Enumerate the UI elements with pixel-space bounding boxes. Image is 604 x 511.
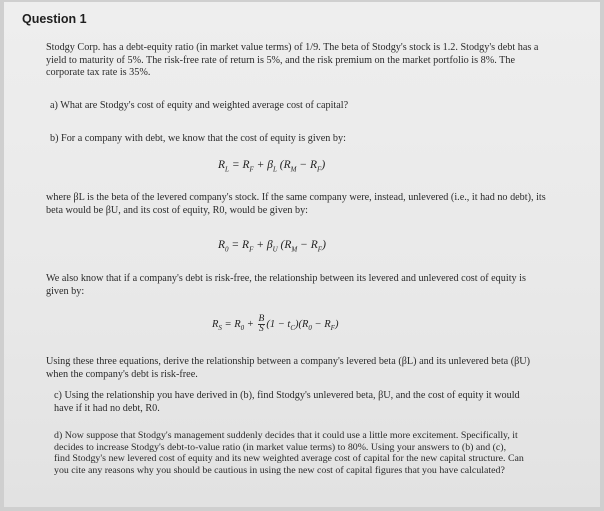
question-title: Question 1: [22, 12, 87, 26]
unlevered-cost-equation: $R_0 = R_F + \beta_U$ $(R_M - R_F)$: [218, 239, 326, 254]
part-c: c) Using the relationship you have derived in (b), find Stodgy's unlevered beta, βU, and the cost of equity it would have if it had no debt, R0.: [54, 390, 520, 414]
derive-paragraph: Using these three equations, derive the relationship between a company's levered beta (βL) and its unlevered beta (βU) when the company's debt is risk-free.: [46, 356, 531, 380]
part-d: d) Now suppose that Stodgy's management suddenly decides that it could use a little more excitement. Specifically, it decides to increase Stodgy's debt-to-value ratio (in market value terms) to 80%. Using your answers to (b) and (c), find Stodgy's new levered cost of equity and its new weighted average cost of capital for the new capital structure. Can you cite any reasons why you should be cautious in using the new cost of capital figures that you have calculated?: [54, 430, 524, 476]
levered-cost-equation: $R_L = R_F + \beta_L$ $(R_M - R_F)$: [218, 159, 326, 174]
question-intro: Stodgy Corp. has a debt-equity ratio (in market value terms) of 1/9. The beta of Stodgy's stock is 1.2. Stodgy's debt has a yield to maturity of 5%. The risk-free rate of return is 5%, and the risk premium on the market portfolio is 8%. The corporate tax rate is 35%.: [46, 42, 539, 79]
mm-cost-equation: $R_S = R_0$ + $\frac{B}{S}$ $(1 - t_C)(R_0 - R_F)$: [212, 314, 339, 334]
unlevered-paragraph: where βL is the beta of the levered company's stock. If the same company were, instead, unlevered (i.e., it had no debt), its beta would be βU, and its cost of equity, R0, would be given by:: [46, 192, 546, 216]
debt-equity-fraction: $\frac{B}{S}$: [258, 314, 265, 334]
part-a: a) What are Stodgy's cost of equity and weighted average cost of capital?: [50, 100, 349, 111]
question-page: [4, 2, 600, 507]
risk-free-paragraph: We also know that if a company's debt is risk-free, the relationship between its levered and unlevered cost of equity is given by:: [46, 273, 526, 297]
part-b-intro: b) For a company with debt, we know that the cost of equity is given by:: [50, 133, 346, 144]
